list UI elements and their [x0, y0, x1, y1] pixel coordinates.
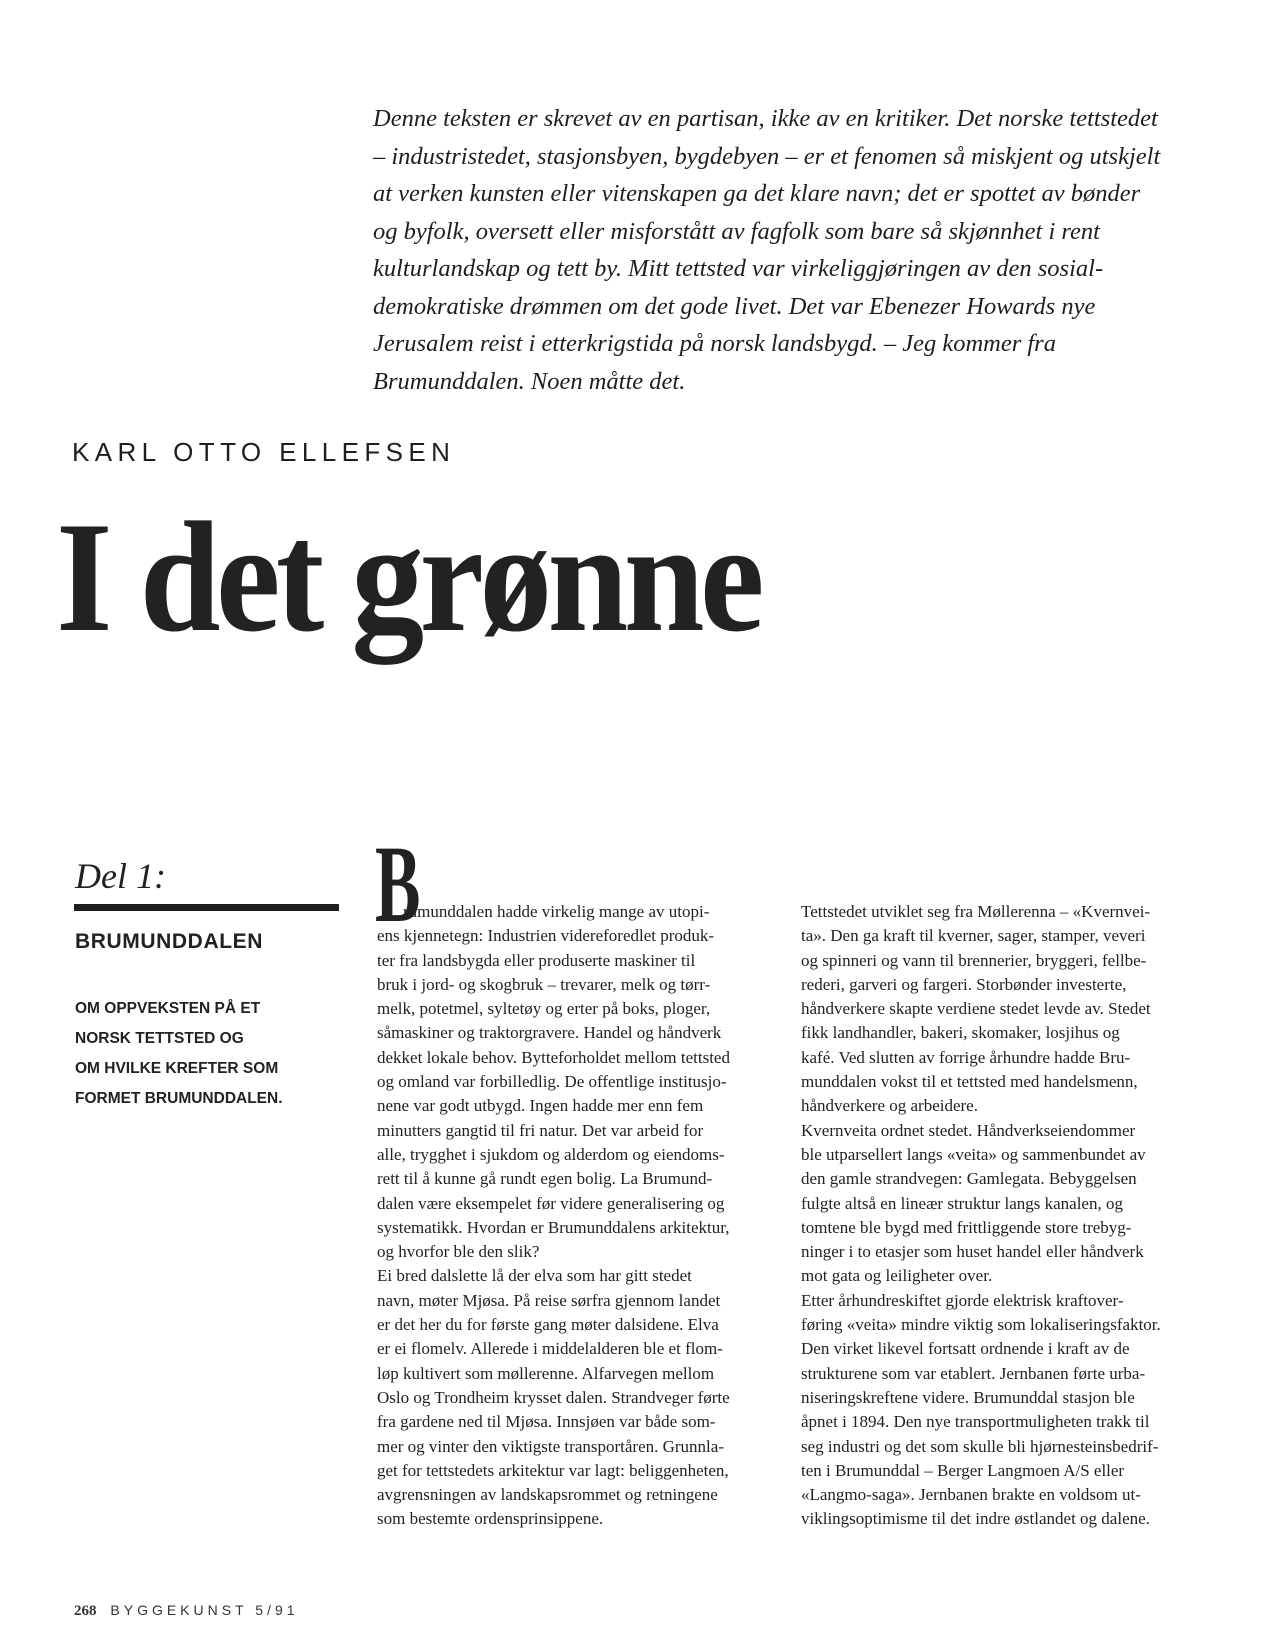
body-line: Den virket likevel fortsatt ordnende i kraft av de [801, 1339, 1130, 1359]
body-line: Oslo og Trondheim krysset dalen. Strandveger førte [377, 1387, 730, 1407]
body-column-1 [377, 900, 777, 1532]
body-line: håndverkere skapte verdiene stedet levde av. Stedet [801, 999, 1151, 1019]
body-line: ble utparsellert langs «veita» og sammenbundet av [801, 1144, 1146, 1164]
body-line: såmaskiner og traktorgravere. Handel og håndverk [377, 1023, 722, 1043]
body-line: bruk i jord- og skogbruk – trevarer, melk og tørr- [377, 974, 711, 994]
intro-line: at verken kunsten eller vitenskapen ga det klare navn; det er spottet av bønder [373, 180, 1141, 207]
body-line: dalen være eksempelet før videre generalisering og [377, 1193, 725, 1213]
body-line: ter fra landsbygda eller produserte maskiner til [377, 950, 696, 970]
body-line: åpnet i 1894. Den nye transportmuligheten trakk til [801, 1412, 1150, 1432]
body-line: seg industri og det som skulle bli hjørnesteinsbedrif- [801, 1436, 1159, 1456]
summary-line: OM HVILKE KREFTER SOM [75, 1060, 279, 1077]
body-line: kafé. Ved slutten av forrige århundre hadde Bru- [801, 1047, 1131, 1067]
intro-line: Jerusalem reist i etterkrigstida på norsk landsbygd. – Jeg kommer fra [373, 330, 1056, 357]
body-column-2 [801, 900, 1201, 1532]
part-heading: BRUMUNDDALEN [75, 930, 264, 953]
drop-cap: B [375, 823, 421, 945]
body-line: mot gata og leiligheter over. [801, 1266, 993, 1286]
body-line: rederi, garveri og fargeri. Storbønder investerte, [801, 974, 1127, 994]
body-line: fikk landhandler, bakeri, skomaker, losjihus og [801, 1023, 1120, 1043]
body-line: «Langmo-saga». Jernbanen brakte en voldsom ut- [801, 1485, 1141, 1505]
body-line: Kvernveita ordnet stedet. Håndverkseiendommer [801, 1120, 1136, 1140]
author-name: KARL OTTO ELLEFSEN [72, 437, 456, 467]
body-line: ens kjennetegn: Industrien videreforedlet produk- [377, 926, 715, 946]
body-line: dekket lokale behov. Bytteforholdet mellom tettsted [377, 1047, 730, 1067]
summary-line: OM OPPVEKSTEN PÅ ET [75, 1000, 261, 1017]
body-line: og omland var forbilledlig. De offentlige institusjo- [377, 1072, 727, 1092]
body-line: fulgte altså en lineær struktur langs kanalen, og [801, 1193, 1123, 1213]
body-line: ninger i to etasjer som huset handel eller håndverk [801, 1242, 1144, 1262]
body-line: som bestemte ordensprinsippene. [377, 1509, 604, 1529]
body-line: systematikk. Hvordan er Brumunddalens arkitektur, [377, 1217, 730, 1237]
body-line: tomtene ble bygd med frittliggende store trebyg- [801, 1217, 1132, 1237]
body-line: Tettstedet utviklet seg fra Møllerenna – «Kvernvei- [801, 902, 1151, 921]
intro-line: og byfolk, oversett eller misforstått av fagfolk som bare så skjønnhet i rent [373, 217, 1100, 245]
page-number: 268 [74, 1603, 97, 1619]
body-line: navn, møter Mjøsa. På reise sørfra gjennom landet [377, 1290, 721, 1310]
intro-line: kulturlandskap og tett by. Mitt tettsted var virkeliggjøringen av den sosial- [373, 255, 1104, 282]
magazine-issue: BYGGEKUNST 5/91 [110, 1602, 299, 1618]
body-line: og spinneri og vann til brennerier, bryggeri, fellbe- [801, 950, 1147, 970]
body-line: ta». Den ga kraft til kverner, sager, stamper, veveri [801, 926, 1146, 946]
body-line: og hvorfor ble den slik? [377, 1242, 540, 1262]
part-summary [75, 994, 355, 1114]
part-divider [74, 904, 339, 911]
part-label: Del 1: [75, 856, 166, 896]
body-line: løp kultivert som møllerenne. Alfarvegen mellom [377, 1363, 715, 1383]
body-line: nene var godt utbygd. Ingen hadde mer enn fem [377, 1096, 704, 1116]
body-line: ten i Brumunddal – Berger Langmoen A/S eller [801, 1460, 1125, 1480]
intro-line: demokratiske drømmen om det gode livet. Det var Ebenezer Howards nye [373, 292, 1096, 320]
body-line: er ei flomelv. Allerede i middelalderen ble et flom- [377, 1339, 723, 1359]
body-line: Etter århundreskiftet gjorde elektrisk kraftover- [801, 1290, 1124, 1310]
body-line: minutters gangtid til fri natur. Det var arbeid for [377, 1120, 704, 1140]
summary-line: NORSK TETTSTED OG [75, 1030, 244, 1047]
body-line: strukturene som var etablert. Jernbanen førte urba- [801, 1363, 1146, 1383]
body-line: er det her du for første gang møter dalsidene. Elva [377, 1315, 719, 1335]
body-line: Ei bred dalslette lå der elva som har gitt stedet [377, 1266, 692, 1286]
intro-line: Brumunddalen. Noen måtte det. [373, 367, 686, 395]
body-line: rett til å kunne gå rundt egen bolig. La Brumund- [377, 1169, 713, 1189]
body-line: munddalen vokst til et tettsted med handelsmenn, [801, 1072, 1138, 1092]
body-line: get for tettstedets arkitektur var lagt: beliggenheten, [377, 1460, 729, 1480]
body-line: den gamle strandvegen: Gamlegata. Bebyggelsen [801, 1169, 1137, 1189]
body-line: føring «veita» mindre viktig som lokaliseringsfaktor. [801, 1315, 1161, 1335]
article-title: I det grønne [56, 490, 760, 665]
summary-line: FORMET BRUMUNDDALEN. [75, 1090, 283, 1107]
body-line: viklingsoptimisme til det indre østlandet og dalene. [801, 1509, 1150, 1529]
body-line: niseringskreftene videre. Brumunddal stasjon ble [801, 1387, 1135, 1407]
body-line: fra gardene ned til Mjøsa. Innsjøen var både som- [377, 1412, 716, 1432]
body-line: melk, potetmel, syltetøy og erter på boks, ploger, [377, 999, 711, 1019]
body-line: mer og vinter den viktigste transportåren. Grunnla- [377, 1436, 724, 1456]
intro-line: – industristedet, stasjonsbyen, bygdebyen – er et fenomen så miskjent og utskjelt [373, 142, 1161, 170]
page-footer [74, 1602, 299, 1620]
intro-text [373, 100, 1173, 400]
body-line: rumunddalen hadde virkelig mange av utopi- [403, 902, 710, 921]
body-line: alle, trygghet i sjukdom og alderdom og eiendoms- [377, 1144, 725, 1164]
body-line: avgrensningen av landskapsrommet og retningene [377, 1485, 718, 1505]
intro-line: Denne teksten er skrevet av en partisan, ikke av en kritiker. Det norske tettstedet [373, 105, 1158, 132]
body-line: håndverkere og arbeidere. [801, 1096, 978, 1116]
